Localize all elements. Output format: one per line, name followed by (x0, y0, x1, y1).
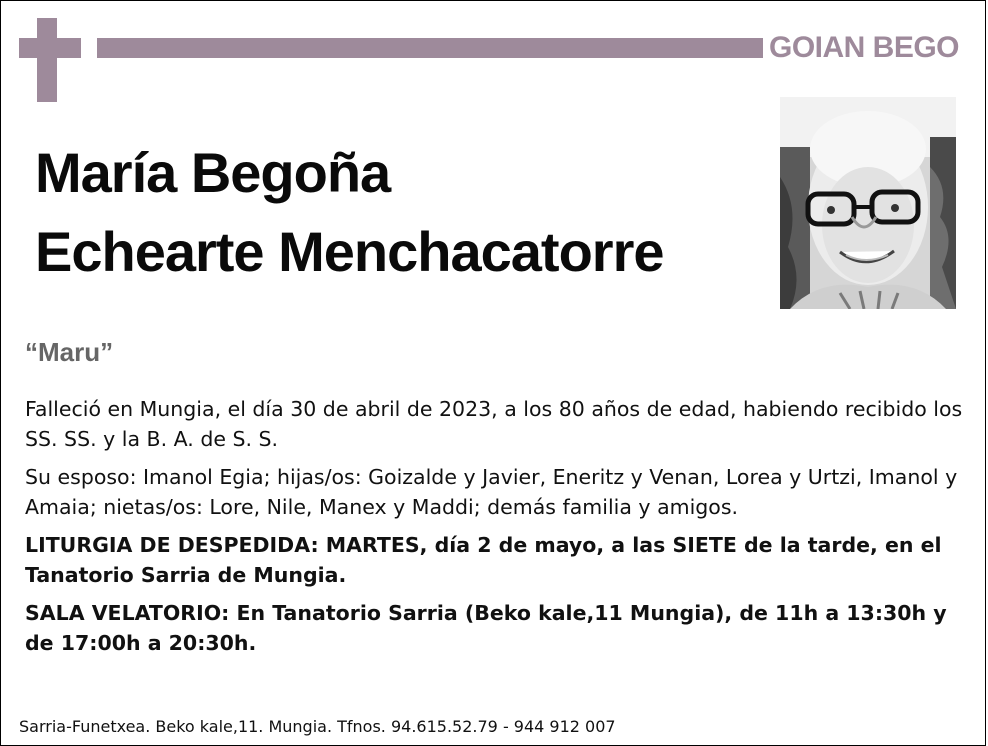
cross-vertical-bar (37, 18, 57, 102)
nickname: “Maru” (25, 337, 114, 367)
header-divider-bar (97, 38, 763, 58)
deceased-name (35, 133, 775, 291)
portrait-photo (780, 97, 956, 309)
death-notice: Falleció en Mungia, el día 30 de abril de 2023, a los 80 años de edad, habiendo recibido los SS. SS. y la B. A. de S. S. (25, 397, 963, 451)
cross-horizontal-bar (19, 38, 81, 58)
deceased-name-line2: Echearte Menchacatorre (35, 220, 664, 283)
obituary-body (25, 394, 970, 666)
wake-room-info: SALA VELATORIO: En Tanatorio Sarria (Beko kale,11 Mungia), de 11h a 13:30h y de 17:00h a 20:30h. (25, 601, 947, 655)
funeral-home-footer: Sarria-Funetxea. Beko kale,11. Mungia. Tfnos. 94.615.52.79 - 944 912 007 (19, 717, 616, 736)
deceased-name-line1: María Begoña (35, 141, 391, 204)
portrait-image (780, 97, 956, 309)
header-label: GOIAN BEGO (769, 31, 960, 64)
family-list: Su esposo: Imanol Egia; hijas/os: Goizalde y Javier, Eneritz y Venan, Lorea y Urtzi, Imanol y Amaia; nietas/os: Lore, Nile, Manex y Maddi; demás familia y amigos. (25, 465, 958, 519)
liturgy-info: LITURGIA DE DESPEDIDA: MARTES, día 2 de mayo, a las SIETE de la tarde, en el Tanatorio Sarria de Mungia. (25, 533, 942, 587)
